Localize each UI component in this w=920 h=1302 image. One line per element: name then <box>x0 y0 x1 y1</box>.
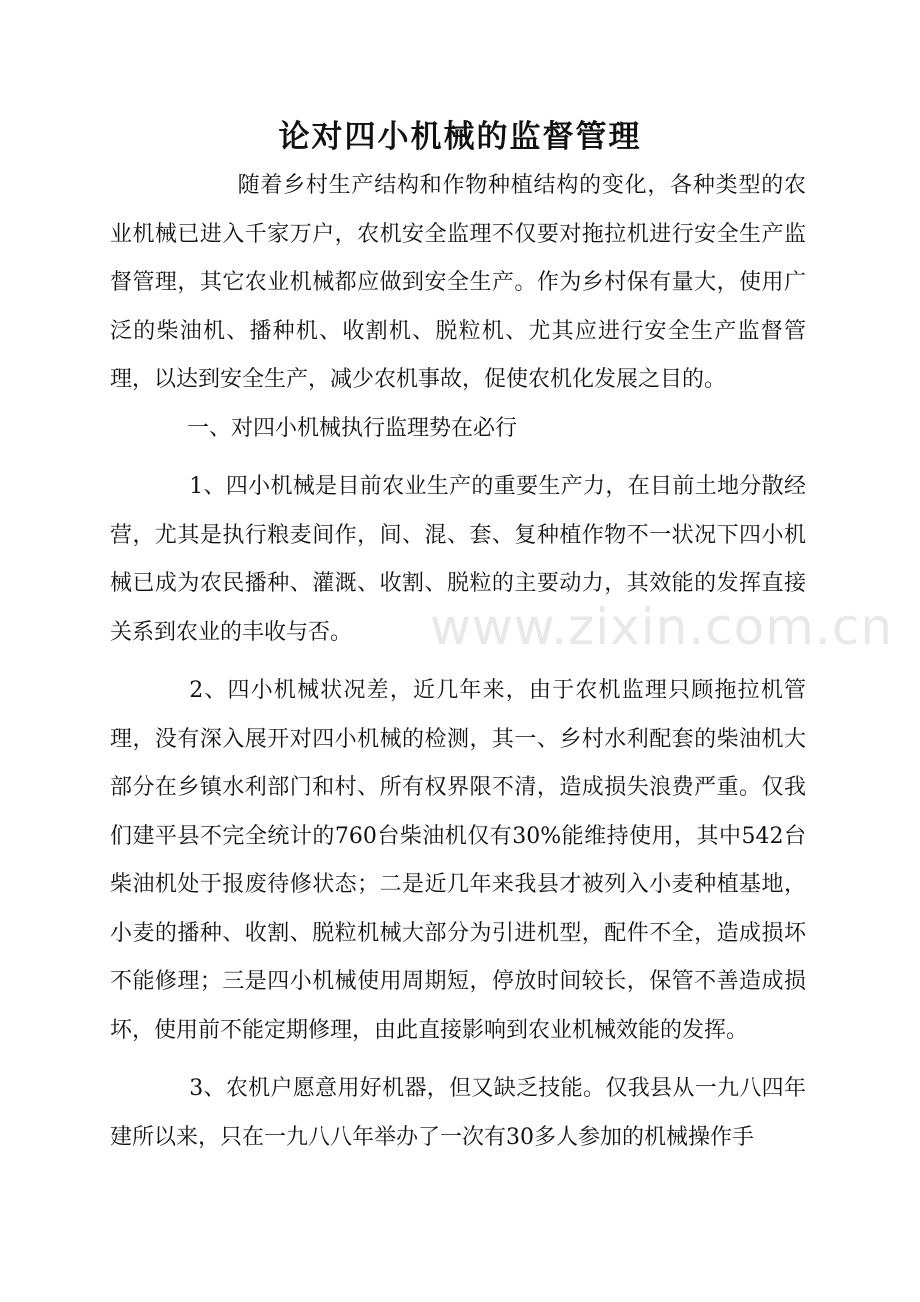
paragraph-point-2: 2、四小机械状况差，近几年来，由于农机监理只顾拖拉机管理，没有深入展开对四小机械的检测，其一、乡村水利配套的柴油机大部分在乡镇水利部门和村、所有权界限不清，造成损失浪费严重。仅我们建平县不完全统计的760台柴油机仅有30%能维持使用，其中542台柴油机处于报废待修状态；二是近几年来我县才被列入小麦种植基地，小麦的播种、收割、脱粒机械大部分为引进机型，配件不全，造成损坏不能修理；三是四小机械使用周期短，停放时间较长，保管不善造成损坏，使用前不能定期修理，由此直接影响到农业机械效能的发挥。 <box>110 678 806 1043</box>
watermark-text: www.zixin.com.cn <box>430 598 894 656</box>
paragraph-point-1: 1、四小机械是目前农业生产的重要生产力，在目前土地分散经营，尤其是执行粮麦间作，间、混、套、复种植作物不一状况下四小机械已成为农民播种、灌溉、收割、脱粒的主要动力，其效能的发挥直接关系到农业的丰收与否。 <box>110 474 806 645</box>
document-title: 论对四小机械的监督管理 <box>278 119 642 155</box>
paragraph-point-3: 3、农机户愿意用好机器，但又缺乏技能。仅我县从一九八四年建所以来，只在一九八八年举办了一次有30多人参加的机械操作手 <box>110 1076 806 1150</box>
section-heading-1: 一、对四小机械执行监理势在必行 <box>187 415 518 441</box>
paragraph-intro: 随着乡村生产结构和作物种植结构的变化，各种类型的农业机械已进入千家万户，农机安全监理不仅要对拖拉机进行安全生产监督管理，其它农业机械都应做到安全生产。作为乡村保有量大，使用广泛的柴油机、播种机、收割机、脱粒机、尤其应进行安全生产监督管理，以达到安全生产，减少农机事故，促使农机化发展之目的。 <box>110 173 806 392</box>
document-body <box>110 162 806 1162</box>
